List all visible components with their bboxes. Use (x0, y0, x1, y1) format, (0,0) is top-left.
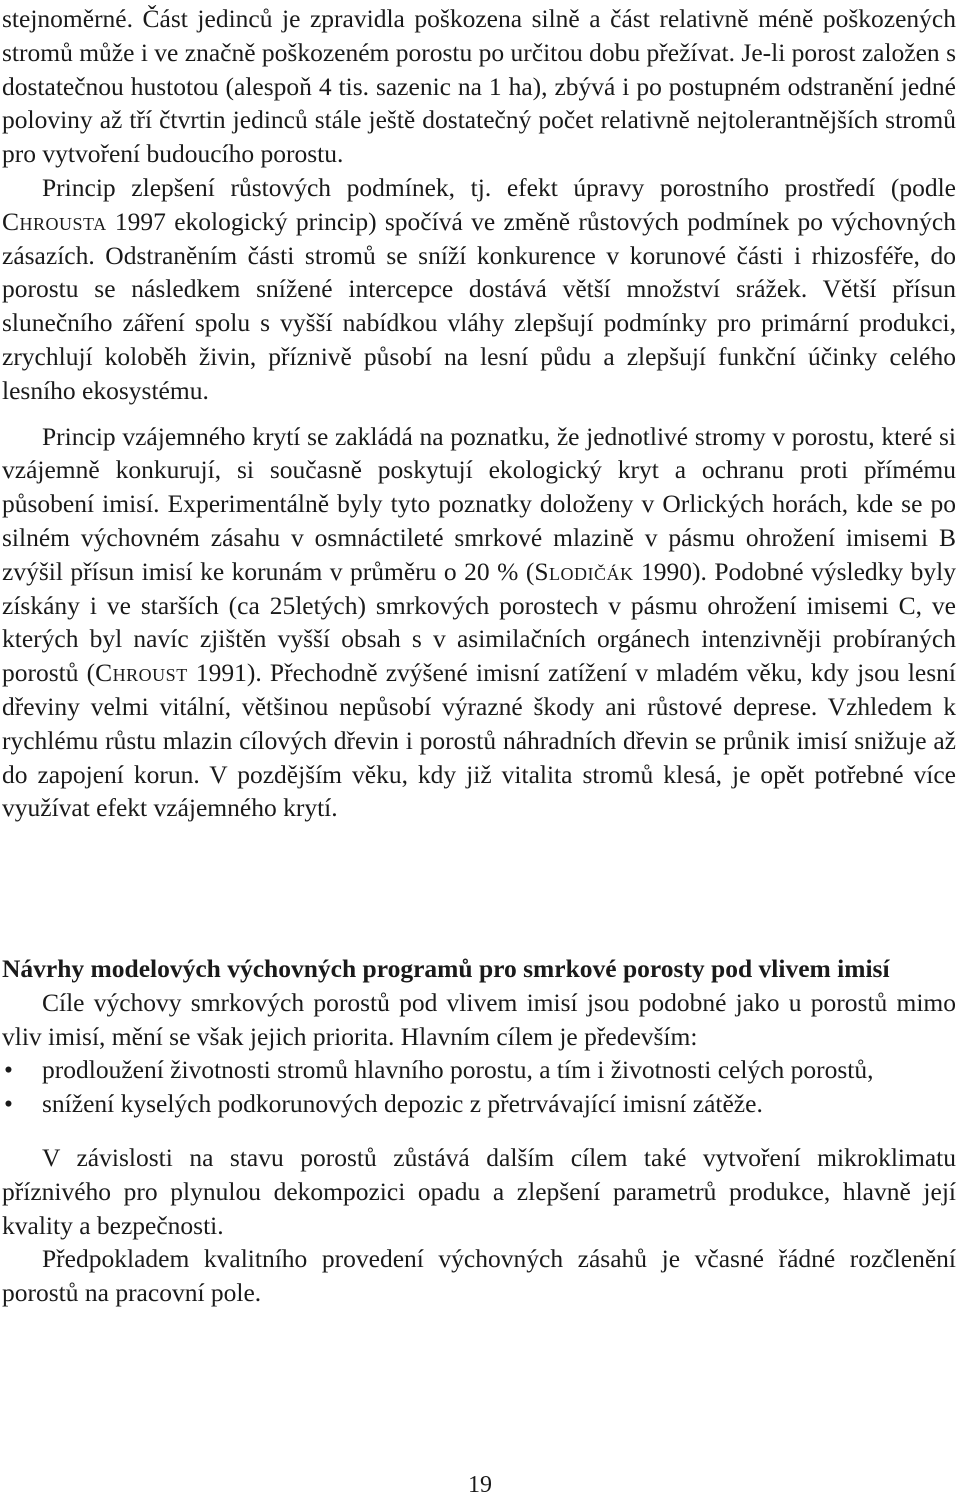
goals-list (2, 1053, 956, 1121)
body-text-top (2, 2, 956, 825)
paragraph-continuation: stejnoměrné. Část jedinců je zpravidla poškozena silně a část relativně méně poškozených stromů může i ve značně poškozeném porostu po určitou dobu přežívat. Je-li porost založen s dostatečnou hustotou (alespoň 4 tis. sazenic na 1 ha), zbývá i po postupném odstranění jedné poloviny až tří čtvrtin jedinců stále ještě dostatečný počet relativně nejtolerantnějších stromů pro vytvoření budoucího porostu. (2, 4, 956, 169)
author-citation: Chroust (95, 658, 188, 688)
bullet-icon: • (4, 1055, 13, 1085)
author-citation: Chrousta (2, 206, 107, 236)
author-citation: Slodičák (534, 556, 634, 586)
paragraph-text: Princip zlepšení růstových podmínek, tj. efekt úpravy porostního prostředí (podle (42, 172, 956, 202)
paragraph-goals-intro: Cíle výchovy smrkových porostů pod vlivem imisí jsou podobné jako u porostů mimo vliv imisí, mění se však jejich priorita. Hlavním cílem je především: (2, 987, 956, 1051)
paragraph-growth-conditions (2, 171, 956, 408)
paragraph-text: 1997 ekologický princip) spočívá ve změně růstových podmínek po výchovných zásazích. Odstraněním části stromů se sníží konkurence v korunové části i rhizosféře, do porostu se následkem snížené intercepce dostává větší množství srážek. Větší přísun slunečního záření spolu s vyšší nabídkou vláhy zlepšují podmínky pro primární produkci, zrychlují koloběh živin, příznivě působí na lesní půdu a zlepšují funkční účinky celého lesního ekosystému. (2, 206, 956, 405)
list-item-text: snížení kyselých podkorunových depozic z přetrvávající imisní zátěže. (42, 1089, 763, 1119)
list-item (2, 1053, 956, 1087)
section-heading: Návrhy modelových výchovných programů pro smrkové porosty pod vlivem imisí (2, 954, 890, 983)
bullet-icon: • (4, 1089, 13, 1119)
paragraph-work-fields: Předpokladem kvalitního provedení výchovných zásahů je včasné řádné rozčlenění porostů na pracovní pole. (2, 1244, 956, 1308)
paragraph-mutual-cover (2, 420, 956, 826)
list-item (2, 1087, 956, 1121)
paragraph-text: 1990). Podobné výsledky byly získány i ve starších (ca 25letých) smrkových porostech v pásmu ohrožení imisemi C, ve kterých byl navíc zjištěn vyšší obsah s v asimilačních orgánech intenzivněji probíraných porostů ( (2, 556, 956, 688)
paragraph-microclimate: V závislosti na stavu porostů zůstává dalším cílem také vytvoření mikroklimatu příznivého pro plynulou dekompozici opadu a zlepšení parametrů produkce, hlavně její kvality a bezpečnosti. (2, 1142, 956, 1240)
paragraph-text: 1991). Přechodně zvýšené imisní zatížení v mladém věku, kdy jsou lesní dřeviny velmi vitální, většinou nepůsobí výrazné škody ani růstové deprese. Vzhledem k rychlému růstu mlazin cílových dřevin i porostů náhradních dřevin se průnik imisí snižuje až do zapojení korun. V pozdějším věku, kdy již vitalita stromů klesá, je opět potřebné více využívat efekt vzájemného krytí. (2, 658, 956, 823)
page-number: 19 (468, 1472, 492, 1498)
list-item-text: prodloužení životnosti stromů hlavního porostu, a tím i životnosti celých porostů, (42, 1055, 874, 1085)
body-text-section (2, 952, 956, 1310)
paragraph-text: Princip vzájemného krytí se zakládá na poznatku, že jednotlivé stromy v porostu, které si vzájemně konkurují, si současně poskytují ekologický kryt a ochranu proti přímému působení imisí. Experimentálně byly tyto poznatky doloženy v Orlických horách, kde se po silném výchovném zásahu v osmnáctileté smrkové mlazině v pásmu ohrožení imisemi B zvýšil přísun imisí ke korunám v průměru o 20 % ( (2, 421, 956, 586)
